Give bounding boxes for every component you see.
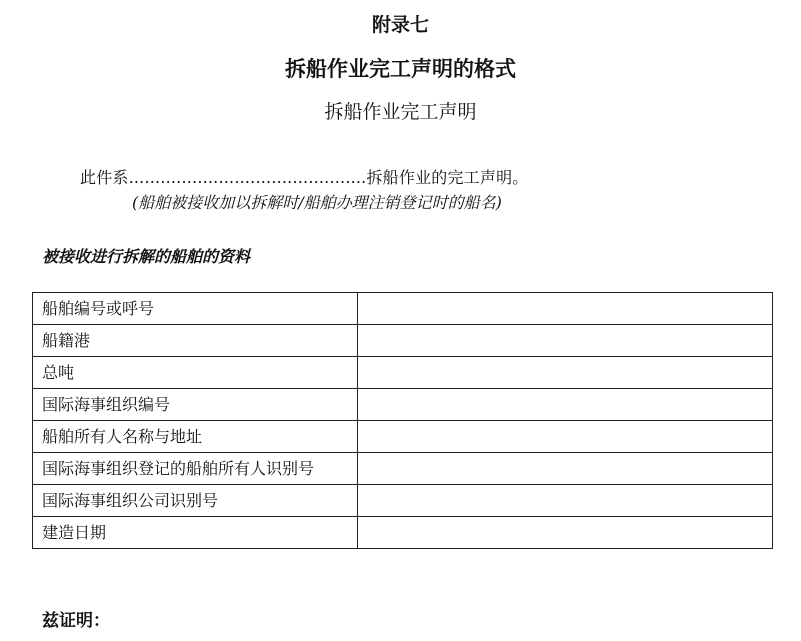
row-label-build-date: 建造日期 (33, 517, 358, 549)
row-value-gross-tonnage[interactable] (358, 357, 773, 389)
row-label-gross-tonnage: 总吨 (33, 357, 358, 389)
certification-label: 兹证明： (42, 611, 110, 631)
table-row (33, 325, 773, 357)
section-heading: 被接收进行拆解的船舶的资料 (42, 247, 251, 266)
row-value-owner-name-address[interactable] (358, 421, 773, 453)
ship-info-table (32, 292, 773, 549)
table-row (33, 389, 773, 421)
table-row (33, 357, 773, 389)
row-value-imo-number[interactable] (358, 389, 773, 421)
row-label-port-of-registry: 船籍港 (33, 325, 358, 357)
row-label-imo-number: 国际海事组织编号 (33, 389, 358, 421)
table-row (33, 453, 773, 485)
appendix-label: 附录七 (371, 14, 429, 36)
row-label-owner-imo-id: 国际海事组织登记的船舶所有人识别号 (33, 453, 358, 485)
page-subtitle: 拆船作业完工声明 (324, 101, 477, 123)
statement-line: 此件系.............................................拆船作业的完工声明。 (80, 168, 529, 187)
table-row (33, 293, 773, 325)
ship-name-note: (船舶被接收加以拆解时/船舶办理注销登记时的船名) (132, 193, 502, 212)
row-value-ship-number[interactable] (358, 293, 773, 325)
row-value-port-of-registry[interactable] (358, 325, 773, 357)
row-label-ship-number: 船舶编号或呼号 (33, 293, 358, 325)
row-value-build-date[interactable] (358, 517, 773, 549)
page-title: 拆船作业完工声明的格式 (285, 56, 516, 81)
row-value-owner-imo-id[interactable] (358, 453, 773, 485)
table-row (33, 421, 773, 453)
table-row (33, 485, 773, 517)
row-label-owner-name-address: 船舶所有人名称与地址 (33, 421, 358, 453)
table-row (33, 517, 773, 549)
row-label-company-imo-id: 国际海事组织公司识别号 (33, 485, 358, 517)
row-value-company-imo-id[interactable] (358, 485, 773, 517)
